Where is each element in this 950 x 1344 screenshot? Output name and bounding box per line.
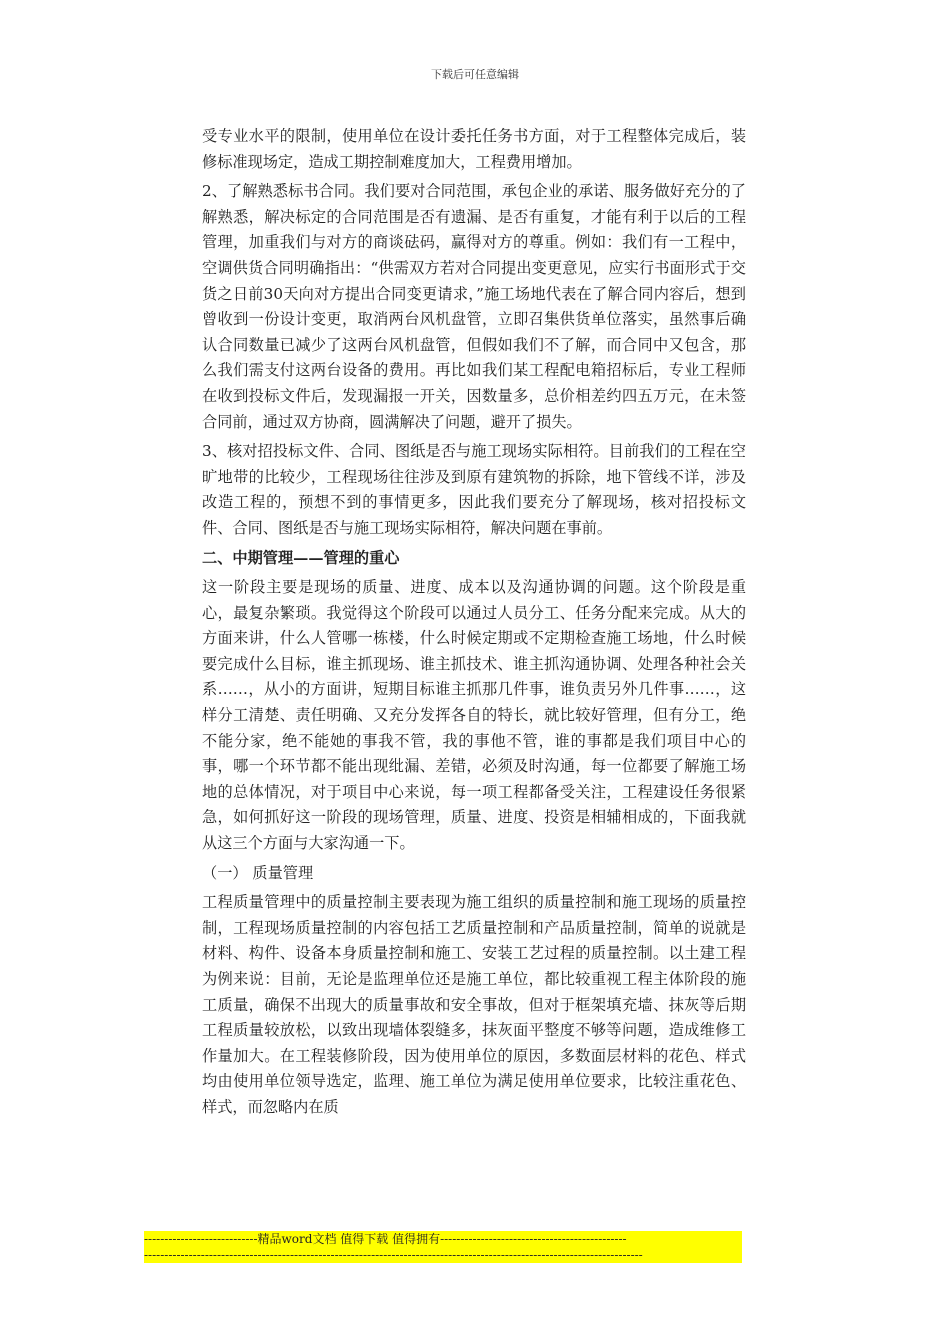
paragraph-3: 3、核对招投标文件、合同、图纸是否与施工现场实际相符。目前我们的工程在空旷地带的比较少，工程现场往往涉及到原有建筑物的拆除，地下管线不详，涉及改造工程的，预想不到的事情更多，因此我们要充分了解现场，核对招投标文件、合同、图纸是否与施工现场实际相符，解决问题在事前。 [202,442,746,537]
section-heading: 二、中期管理——管理的重心 [202,548,400,567]
footer-banner [144,1231,742,1263]
paragraph-5: 工程质量管理中的质量控制主要表现为施工组织的质量控制和施工现场的质量控制，工程现场质量控制的内容包括工艺质量控制和产品质量控制，简单的说就是材料、构件、设备本身质量控制和施工、安装工艺过程的质量控制。以土建工程为例来说：目前，无论是监理单位还是施工单位，都比较重视工程主体阶段的施工质量，确保不出现大的质量事故和安全事故，但对于框架填充墙、抹灰等后期工程质量较放松，以致出现墙体裂缝多，抹灰面平整度不够等问题，造成维修工作量加大。在工程装修阶段，因为使用单位的原因，多数面层材料的花色、样式均由使用单位领导选定，监理、施工单位为满足使用单位要求，比较注重花色、样式，而忽略内在质 [202,893,746,1116]
paragraph-2: 2、了解熟悉标书合同。我们要对合同范围，承包企业的承诺、服务做好充分的了解熟悉，解决标定的合同范围是否有遗漏、是否有重复，才能有利于以后的工程管理，加重我们与对方的商谈砝码，赢得对方的尊重。例如：我们有一工程中，空调供货合同明确指出：“供需双方若对合同提出变更意见，应实行书面形式于交货之日前30天向对方提出合同变更请求，”施工场地代表在了解合同内容后，想到曾收到一份设计变更，取消两台风机盘管，立即召集供货单位落实，虽然事后确认合同数量已减少了这两台风机盘管，但假如我们不了解，而合同中又包含，那么我们需支付这两台设备的费用。再比如我们某工程配电箱招标后，专业工程师在收到投标文件后，发现漏报一开关，因数量多，总价相差约四五万元，在未签合同前，通过双方协商，圆满解决了问题，避开了损失。 [202,182,746,431]
document-body [202,124,746,1125]
paragraph-4: 这一阶段主要是现场的质量、进度、成本以及沟通协调的问题。这个阶段是重心，最复杂繁琐。我觉得这个阶段可以通过人员分工、任务分配来完成。从大的方面来讲，什么人管哪一栋楼，什么时候定期或不定期检查施工场地，什么时候要完成什么目标，谁主抓现场、谁主抓技术、谁主抓沟通协调、处理各种社会关系……，从小的方面讲，短期目标谁主抓那几件事，谁负责另外几件事……，这样分工清楚、责任明确、又充分发挥各自的特长，就比较好管理，但有分工，绝不能分家，绝不能她的事我不管，我的事他不管，谁的事都是我们项目中心的事，哪一个环节都不能出现纰漏、差错，必须及时沟通，每一位都要了解施工场地的总体情况，对于项目中心来说，每一项工程都备受关注，工程建设任务很紧急，如何抓好这一阶段的现场管理，质量、进度、投资是相辅相成的，下面我就从这三个方面与大家沟通一下。 [202,578,746,853]
footer-line-1: ----------------------------精品word文档 值得下载 值得拥有---------------------------------------------- [144,1232,627,1246]
page-header: 下载后可任意编辑 [431,68,519,81]
paragraph-1: 受专业水平的限制，使用单位在设计委托任务书方面，对于工程整体完成后，装修标准现场定，造成工期控制难度加大，工程费用增加。 [202,127,746,171]
footer-line-2: --------------------------------------------------------------------------------------------------------------------------- [144,1248,643,1262]
subsection-heading: （一） 质量管理 [202,863,314,882]
